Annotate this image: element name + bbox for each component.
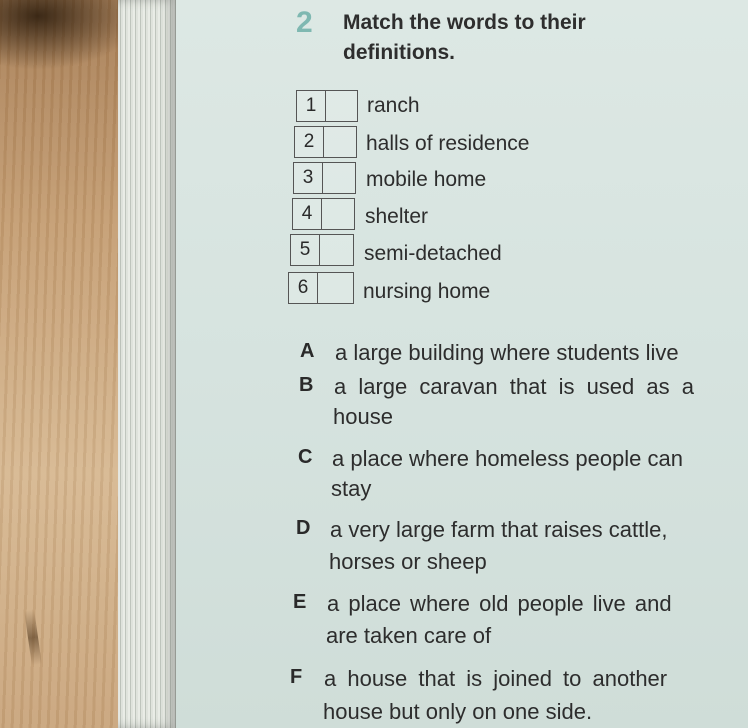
definition-c-line-1: a place where homeless people can (332, 446, 684, 471)
wood-scratch (24, 610, 42, 666)
answer-field[interactable] (323, 163, 355, 193)
answer-field[interactable] (322, 199, 354, 229)
answer-field[interactable] (326, 91, 357, 121)
answer-box-number: 2 (295, 127, 324, 157)
word-shelter: shelter (365, 205, 429, 228)
book-page-edges (118, 0, 176, 728)
answer-box-number: 6 (289, 273, 318, 303)
word-mobile-home: mobile home (366, 168, 487, 191)
answer-field[interactable] (324, 127, 356, 157)
instruction-line-2: definitions. (343, 41, 455, 64)
definition-d-line-1: a very large farm that raises cattle, (330, 517, 668, 542)
instruction-line-1: Match the words to their (343, 11, 586, 34)
answer-box-1[interactable] (296, 90, 358, 122)
answer-box-2[interactable] (294, 126, 357, 158)
definition-b-line-1: a large caravan that is used as a (334, 374, 694, 399)
definition-letter-c: C (298, 446, 313, 468)
word-halls-of-residence: halls of residence (366, 132, 530, 155)
exercise-number: 2 (296, 6, 313, 39)
answer-field[interactable] (320, 235, 353, 265)
answer-field[interactable] (318, 273, 353, 303)
answer-box-number: 4 (293, 199, 322, 229)
answer-box-3[interactable] (293, 162, 356, 194)
definition-letter-b: B (299, 374, 314, 396)
word-ranch: ranch (367, 94, 420, 117)
definition-e-line-1: a place where old people live and (327, 591, 672, 616)
definition-letter-a: A (300, 340, 315, 362)
answer-box-number: 1 (297, 91, 326, 121)
definition-b-line-2: house (333, 404, 393, 429)
answer-box-6[interactable] (288, 272, 354, 304)
answer-box-number: 3 (294, 163, 323, 193)
word-nursing-home: nursing home (363, 280, 491, 303)
definition-e-line-2: are taken care of (326, 623, 492, 648)
answer-box-5[interactable] (290, 234, 354, 266)
definition-c-line-2: stay (331, 476, 372, 501)
definition-letter-f: F (290, 666, 303, 688)
definition-letter-e: E (293, 591, 307, 613)
word-semi-detached: semi-detached (364, 242, 502, 265)
definition-f-line-1: a house that is joined to another (324, 666, 668, 691)
definition-a-line-1: a large building where students live (335, 340, 679, 365)
definition-d-line-2: horses or sheep (329, 549, 487, 574)
exercise-instruction (343, 8, 663, 68)
answer-box-4[interactable] (292, 198, 355, 230)
definition-letter-d: D (296, 517, 311, 539)
answer-box-number: 5 (291, 235, 320, 265)
definition-f-line-2: house but only on one side. (323, 699, 593, 724)
